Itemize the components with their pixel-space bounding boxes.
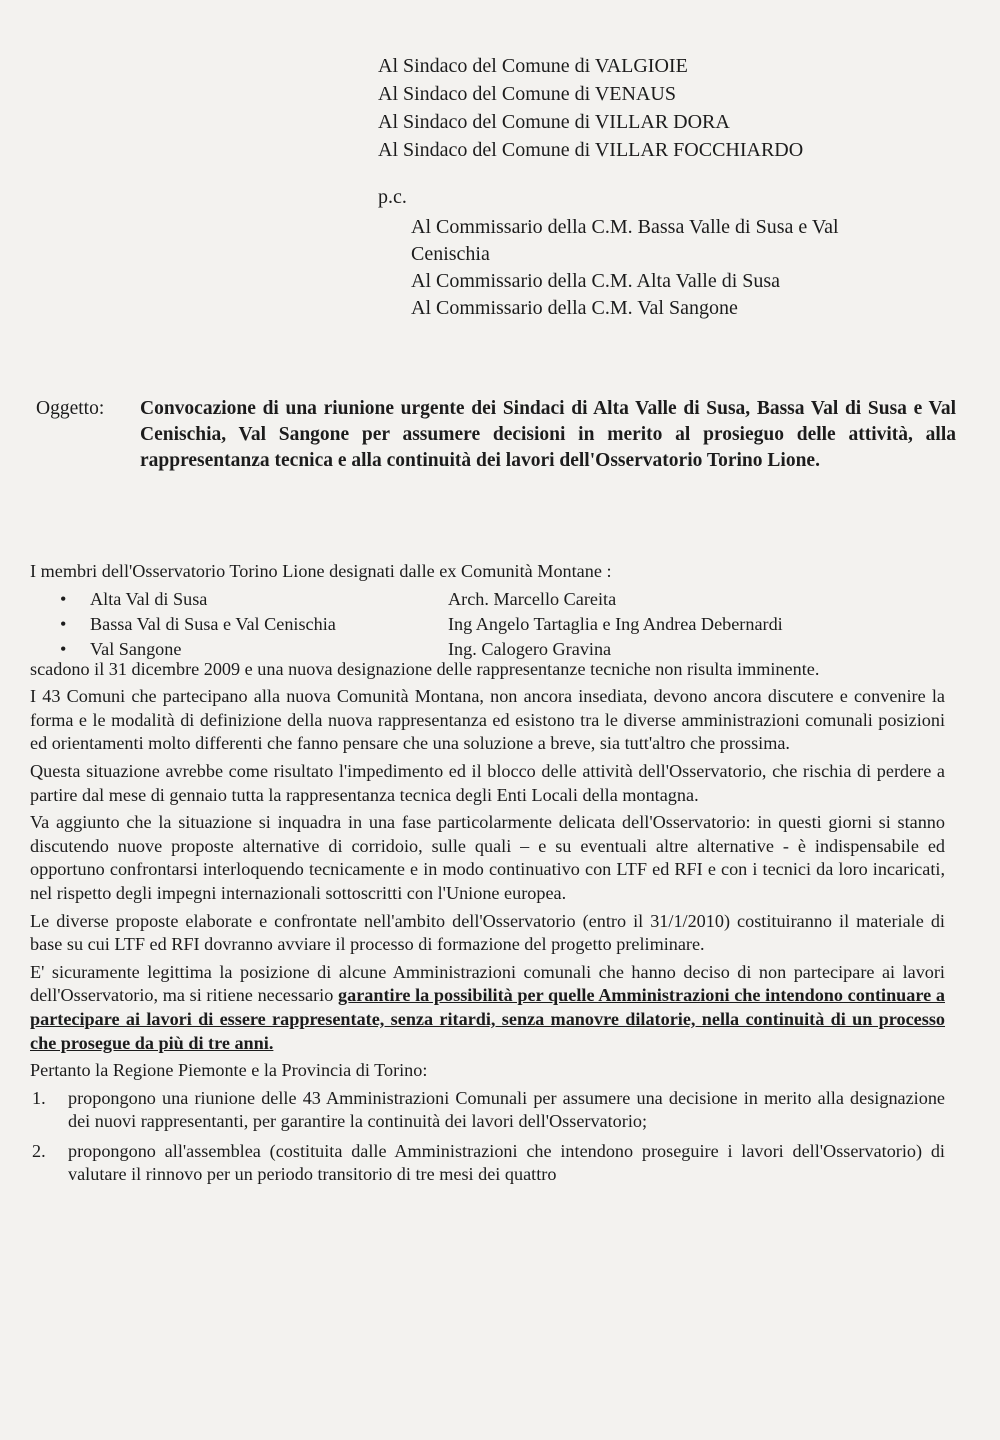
proposal-text: propongono una riunione delle 43 Amministrazioni Comunali per assumere una decisione in merito alla designazione dei nuovi rappresentanti, per garantire la continuità dei lavori dell'Osservatorio;: [68, 1087, 945, 1132]
paragraph: Le diverse proposte elaborate e confrontate nell'ambito dell'Osservatorio (entro il 31/1/2010) costituiranno il materiale di base su cui LTF ed RFI dovranno avviare il processo di formazione del progetto preliminare.: [30, 910, 945, 955]
bullet-icon: •: [60, 638, 67, 659]
subject-block: [36, 396, 956, 474]
member-area: Bassa Val di Susa e Val Cenischia: [90, 613, 336, 634]
paragraph: Questa situazione avrebbe come risultato l'impedimento ed il blocco delle attività dell'Osservatorio, che rischia di perdere a partire dal mese di gennaio tutta la rappresentanza tecnica degli Enti Locali della montagna.: [30, 760, 945, 805]
pc-label: p.c.: [378, 186, 407, 208]
member-person: Ing Angelo Tartaglia e Ing Andrea Debernardi: [448, 613, 783, 634]
member-area: Alta Val di Susa: [90, 588, 208, 609]
recipient-line: Al Sindaco del Comune di VILLAR FOCCHIARDO: [378, 139, 804, 161]
proposal-text: propongono all'assemblea (costituita dalle Amministrazioni che intendono proseguire i lavori dell'Osservatorio) di valutare il rinnovo per un periodo transitorio di tre mesi dei quattro: [68, 1140, 945, 1185]
recipients-block: [378, 52, 803, 164]
recipient-line: Al Sindaco del Comune di VENAUS: [378, 83, 676, 105]
pc-recipient-line: Al Commissario della C.M. Bassa Valle di Susa e Val Cenischia: [411, 216, 839, 265]
pc-recipient-line: Al Commissario della C.M. Val Sangone: [411, 297, 738, 319]
paragraph: [30, 961, 945, 1055]
recipient-line: Al Sindaco del Comune di VALGIOIE: [378, 55, 688, 77]
bullet-icon: •: [60, 588, 67, 609]
paragraph: Pertanto la Regione Piemonte e la Provincia di Torino:: [30, 1060, 428, 1081]
proposal-item: [30, 1087, 945, 1134]
pc-recipients-block: [411, 214, 911, 322]
proposal-item: [30, 1140, 945, 1187]
members-list: [30, 588, 945, 658]
recipient-line: Al Sindaco del Comune di VILLAR DORA: [378, 111, 730, 133]
paragraph-text: E' sicuramente legittima la posizione di alcune Amministrazioni comunali che hanno deciso di non partecipare ai lavori dell'Osservatorio, ma si ritiene necessario: [30, 961, 945, 1006]
paragraph: Va aggiunto che la situazione si inquadra in una fase particolarmente delicata dell'Osservatorio: in questi giorni si stanno discutendo nuove proposte alternative di corridoio, sulle quali – e su eventuali altre alternative - è indispensabile ed opportuno confrontarsi interloquendo tecnicamente e in modo continuativo con LTF ed RFI e con i tecnici da loro incaricati, nel rispetto degli impegni internazionali sottoscritti con l'Unione europea.: [30, 812, 945, 903]
intro-paragraph: I membri dell'Osservatorio Torino Lione designati dalle ex Comunità Montane :: [30, 561, 612, 581]
member-area: Val Sangone: [90, 638, 182, 659]
bullet-icon: •: [60, 613, 67, 634]
pc-recipient-line: Al Commissario della C.M. Alta Valle di Susa: [411, 270, 781, 292]
letter-body: [30, 560, 945, 1193]
subject-label: Oggetto:: [36, 398, 105, 419]
proposals-list: [30, 1087, 945, 1187]
proposal-number: 1.: [32, 1087, 46, 1108]
member-person: Ing. Calogero Gravina: [448, 638, 612, 659]
paragraph: scadono il 31 dicembre 2009 e una nuova designazione delle rappresentanze tecniche non risulta imminente.: [30, 658, 820, 679]
paragraph: I 43 Comuni che partecipano alla nuova Comunità Montana, non ancora insediata, devono ancora discutere e convenire la forma e le modalità di definizione della nuova rappresentanza ed esistono tra le diverse amministrazioni comunali posizioni ed orientamenti molto differenti che fanno pensare che una soluzione a breve, sia tutt'altro che prossima.: [30, 686, 945, 754]
subject-text: Convocazione di una riunione urgente dei Sindaci di Alta Valle di Susa, Bassa Val di Susa e Val Cenischia, Val Sangone per assumere decisioni in merito al prosieguo delle attività, alla rappresentanza tecnica e alla continuità dei lavori dell'Osservatorio Torino Lione.: [140, 398, 956, 471]
proposal-number: 2.: [32, 1140, 46, 1161]
member-person: Arch. Marcello Careita: [448, 588, 617, 609]
emphasis-text: garantire la possibilità per quelle Amministrazioni che intendono continuare a partecipare ai lavori di essere rappresentate, senza ritardi, senza manovre dilatorie, nella continuità di un processo che prosegue da più di tre anni.: [30, 985, 945, 1053]
